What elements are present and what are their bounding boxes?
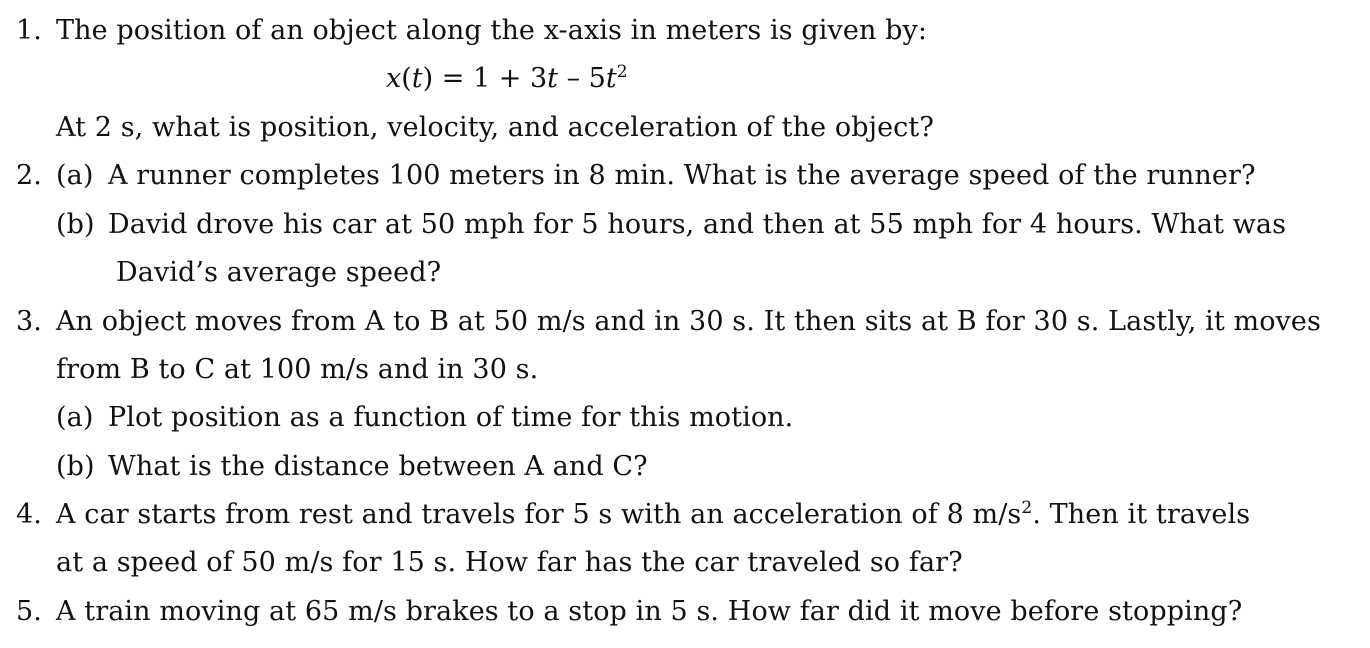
problem-3-part-b <box>56 450 648 484</box>
problem-5-line-1 <box>16 595 1242 629</box>
problem-text: The position of an object along the x-axis in meters is given by: <box>56 15 928 46</box>
problem-text: David drove his car at 50 mph for 5 hours, and then at 55 mph for 4 hours. What was <box>108 209 1287 240</box>
problem-text: An object moves from A to B at 50 m/s and in 30 s. It then sits at B for 30 s. Lastly, it moves <box>56 306 1321 337</box>
problem-3-part-a <box>56 401 793 435</box>
eq-rhs-a: = 1 + 3 <box>433 63 548 94</box>
problem-2-part-b-line-1 <box>56 208 1286 242</box>
problem-text: Plot position as a function of time for this motion. <box>108 402 794 433</box>
problem-text: at a speed of 50 m/s for 15 s. How far has the car traveled so far? <box>56 547 963 578</box>
problem-number: 4. <box>16 499 42 530</box>
eq-t: t <box>411 63 423 94</box>
problem-text: A train moving at 65 m/s brakes to a stop in 5 s. How far did it move before stopping? <box>56 596 1243 627</box>
problem-text: David’s average speed? <box>116 257 442 288</box>
eq-paren-open: ( <box>401 63 412 94</box>
problem-text: A car starts from rest and travels for 5 s with an acceleration of 8 m/s <box>56 499 1022 530</box>
problem-1-line-1 <box>16 14 927 48</box>
problem-number: 2. <box>16 160 42 191</box>
eq-x: x <box>386 63 402 94</box>
problem-text: At 2 s, what is position, velocity, and acceleration of the object? <box>56 112 934 143</box>
problem-text: from B to C at 100 m/s and in 30 s. <box>56 354 539 385</box>
eq-t2: t <box>605 63 617 94</box>
problem-text: What is the distance between A and C? <box>108 451 648 482</box>
position-equation <box>386 62 628 96</box>
problem-text: A runner completes 100 meters in 8 min. What is the average speed of the runner? <box>108 160 1256 191</box>
problem-2-part-b-line-2 <box>116 256 441 290</box>
problem-3-line-1 <box>16 305 1321 339</box>
problem-number: 5. <box>16 596 42 627</box>
part-label: (a) <box>56 402 94 433</box>
problem-2-part-a <box>16 159 1256 193</box>
problem-number: 3. <box>16 306 42 337</box>
eq-paren-close: ) <box>422 63 434 94</box>
problem-4-line-2 <box>56 546 963 580</box>
problem-number: 1. <box>16 15 42 46</box>
part-label: (b) <box>56 209 95 240</box>
problem-3-line-2 <box>56 353 538 387</box>
part-label: (b) <box>56 451 95 482</box>
eq-exponent: 2 <box>616 62 628 82</box>
problem-text: . Then it travels <box>1032 499 1251 530</box>
exponent: 2 <box>1021 498 1033 518</box>
problem-1-question <box>56 111 934 145</box>
eq-rhs-b: – 5 <box>557 63 606 94</box>
eq-t1: t <box>547 63 558 94</box>
problem-4-line-1 <box>16 498 1250 532</box>
part-label: (a) <box>56 160 94 191</box>
